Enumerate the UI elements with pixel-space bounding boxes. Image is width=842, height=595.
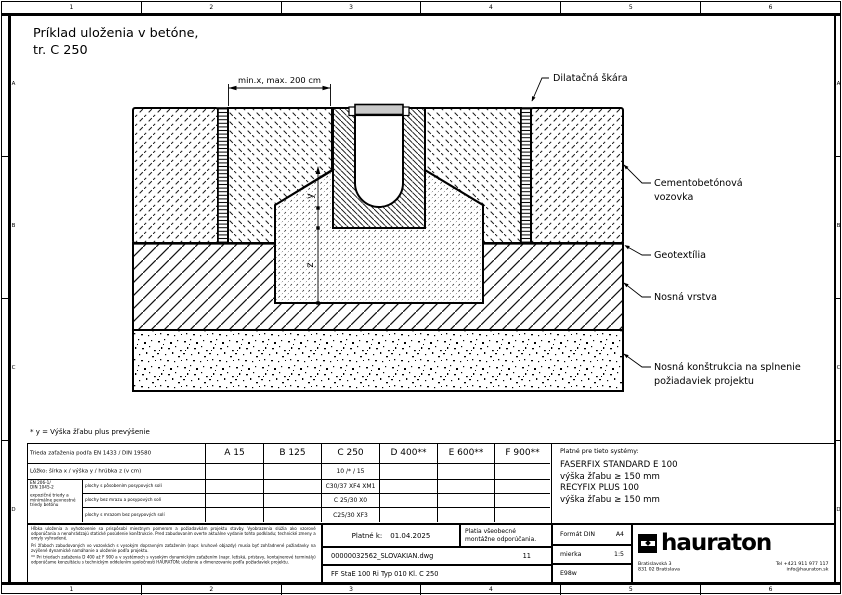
drawing-code: FF StaE 100 Ri Typ 010 Kl. C 250 [331, 570, 439, 578]
exposure-row-label [83, 508, 206, 522]
general-recommendation-cell [460, 524, 552, 547]
company-contact: Tel +421 911 977 117 info@hauraton.sk [776, 561, 829, 573]
exposure-row-label [83, 494, 206, 508]
dilatation-joint-right [521, 108, 531, 243]
empty-cell [264, 508, 322, 522]
norm-line-1: EN 206-1/ [30, 480, 51, 486]
ruler-cell: 3 [282, 584, 422, 595]
zone-tick [834, 440, 840, 441]
label-base-layer: Nosná vrstva [654, 292, 717, 303]
grating [355, 105, 403, 115]
hauraton-logo-icon [638, 534, 657, 553]
exposure-label-1: plochy s pôsobením posypových solí [85, 483, 162, 489]
hauraton-logo-text: hauraton [661, 529, 772, 556]
empty-cell [380, 480, 438, 494]
bedding-label-cell [28, 464, 206, 481]
note-paragraph-1: Hĺbka uloženia a vyhotovenie sa prispôsobí miestnym pomerom a požiadavkám projektu stavby. Vyobrazenia slúžia ako vzorové odporúčania a nenahrádzajú statické posúdenie konštrukcie. Pred zabudovaním overte aktuálne vydanie tohto podkladu; technické zmeny a omyly vyhradené. [31, 526, 316, 541]
empty-cell [438, 508, 495, 522]
exposure-row-label [83, 480, 206, 494]
label-concrete-pavement-1: Cementobetónová [654, 178, 743, 189]
author-code: E98w [560, 570, 577, 577]
note-paragraph-3: ** Pri triedach zaťaženia D 400 až F 900 a v systémoch s vysokým dynamickým zaťažením (napr. letiská, prístavy, kontajnerové terminály) odporúčame konzultáciu s technickým oddelením spoločnosti HAURATON; uloženie a dimenzovanie podľa požiadaviek projektu. [31, 555, 316, 565]
drainage-channel [333, 105, 425, 229]
general-note-line-1: Platia všeobecné [465, 528, 516, 535]
load-class-table [27, 443, 552, 524]
drawing-code-cell [322, 565, 552, 583]
empty-cell [206, 508, 264, 522]
valid-date: 01.04.2025 [390, 531, 431, 540]
class-d400: D 400** [380, 444, 438, 464]
title-line-1: Príklad uloženia v betóne, [33, 26, 199, 41]
empty-cell [495, 480, 550, 494]
pavement-slab-right [531, 108, 623, 243]
class-e600: E 600** [438, 444, 495, 464]
exposure-label-2: plochy bez mrazu a posypových solí [85, 497, 162, 503]
format-value: A4 [615, 531, 624, 538]
ruler-cell: 1 [2, 2, 142, 13]
valid-systems-box [551, 443, 835, 524]
row-letter: B [11, 223, 16, 229]
row-letter: A [11, 81, 16, 87]
ruler-cell: 4 [421, 2, 561, 13]
norm-cell [28, 480, 83, 522]
company-address: Bratislavská 3 831 02 Bratislava [638, 561, 680, 573]
empty-cell [438, 480, 495, 494]
scale-value: 1:5 [614, 551, 624, 558]
title-line-2: tr. C 250 [33, 43, 88, 58]
ruler-cell: 5 [561, 584, 701, 595]
dimension-top-label: min.x, max. 200 cm [238, 75, 321, 85]
class-f900: F 900** [495, 444, 550, 464]
load-class-label-cell [28, 444, 206, 464]
system-line: FASERFIX STANDARD E 100 [560, 460, 678, 470]
scale-cell [552, 545, 632, 564]
substructure-layer [133, 330, 623, 391]
row-letter: B [836, 223, 841, 229]
sheet-number: 11 [522, 552, 531, 560]
class-b125: B 125 [264, 444, 322, 464]
valid-label: Platné k: [351, 531, 383, 540]
system-line: výška žľabu ≥ 150 mm [560, 471, 660, 482]
row-letter: C [11, 365, 16, 371]
label-concrete-pavement-2: vozovka [654, 192, 694, 203]
company-block [632, 524, 835, 583]
ruler-cell: 6 [768, 585, 773, 593]
exposure-label-3: plochy s mrazom bez posypových solí [85, 511, 165, 517]
class-a15: A 15 [206, 444, 264, 464]
system-line: RECYFIX PLUS 100 [560, 483, 640, 494]
footnotes-box [27, 524, 322, 583]
general-note-line-2: montážne odporúčania. [465, 535, 537, 543]
empty-cell [380, 464, 438, 481]
ruler-cell: 4 [421, 584, 561, 595]
dilatation-joint-left [218, 108, 228, 243]
empty-cell [264, 464, 322, 481]
ruler-cell: 3 [282, 2, 422, 13]
empty-cell [380, 508, 438, 522]
dimension-y-label: y [305, 193, 316, 199]
empty-cell [438, 494, 495, 508]
exposure-c250-1: C30/37 XF4 XM1 [322, 480, 380, 494]
ruler-cell: 6 [768, 3, 773, 11]
label-geotextile: Geotextília [654, 250, 707, 261]
exposure-c250-2: C 25/30 X0 [322, 494, 380, 508]
systems-heading: Platné pre tieto systémy: [560, 448, 639, 455]
zone-tick [2, 440, 8, 441]
format-cell [552, 524, 632, 545]
row-letter: C [836, 365, 841, 371]
note-paragraph-2: Pri žľaboch zabudovaných vo vozovkách s vysokým dopravným zaťažením (napr. kruhové objazdy) musia byť zohľadnené požiadavky na zvýšené dynamické namáhanie a uloženie podľa projektu. [31, 543, 316, 553]
page-title [33, 26, 199, 58]
row-letter: A [836, 81, 841, 87]
load-class-label: Trieda zaťaženia podľa EN 1433 / DIN 19580 [30, 450, 152, 457]
footnote: * y = Výška žľabu plus prevýšenie [30, 428, 150, 436]
empty-cell [264, 494, 322, 508]
empty-cell [206, 464, 264, 481]
bedding-c250-value: 10 /* / 15 [322, 464, 380, 481]
frame-column-ruler-bottom [2, 584, 840, 595]
dimension-top [229, 75, 331, 106]
ruler-cell: 2 [142, 584, 282, 595]
format-label: Formát DIN [560, 531, 595, 538]
empty-cell [206, 494, 264, 508]
class-c250: C 250 [322, 444, 380, 464]
norm-line-2: DIN 1045-2 [30, 485, 54, 491]
ruler-cell: 2 [142, 2, 282, 13]
row-letter: D [11, 507, 16, 513]
empty-cell [495, 464, 550, 481]
file-name: 00000032562_SLOVAKIAN.dwg [331, 552, 434, 560]
ruler-cell: 1 [2, 584, 142, 595]
ruler-cell: 5 [561, 2, 701, 13]
row-letter: D [836, 507, 841, 513]
empty-cell [495, 508, 550, 522]
valid-date-cell [322, 524, 460, 547]
empty-cell [380, 494, 438, 508]
label-substructure-1: Nosná konštrukcia na splnenie [654, 362, 801, 373]
system-line: výška žľabu ≥ 150 mm [560, 494, 660, 505]
scale-label: mierka [560, 551, 582, 558]
bedding-label: Lôžko: šírka x / výška y / hrúbka z (v cm) [30, 468, 142, 475]
channel-bore [355, 115, 403, 207]
empty-cell [206, 480, 264, 494]
label-dilatation-joint: Dilatačná škára [553, 73, 628, 84]
empty-cell [495, 494, 550, 508]
norm-desc: expozičné triedy a minimálne pevnostné triedy betónu [30, 492, 76, 508]
dimension-z-label: z [305, 262, 316, 268]
exposure-c250-3: C25/30 XF3 [322, 508, 380, 522]
label-substructure-2: požiadaviek projektu [654, 376, 755, 387]
file-name-cell [322, 547, 552, 565]
pavement-slab-left [133, 108, 218, 243]
empty-cell [264, 480, 322, 494]
empty-cell [438, 464, 495, 481]
author-code-cell [552, 564, 632, 583]
